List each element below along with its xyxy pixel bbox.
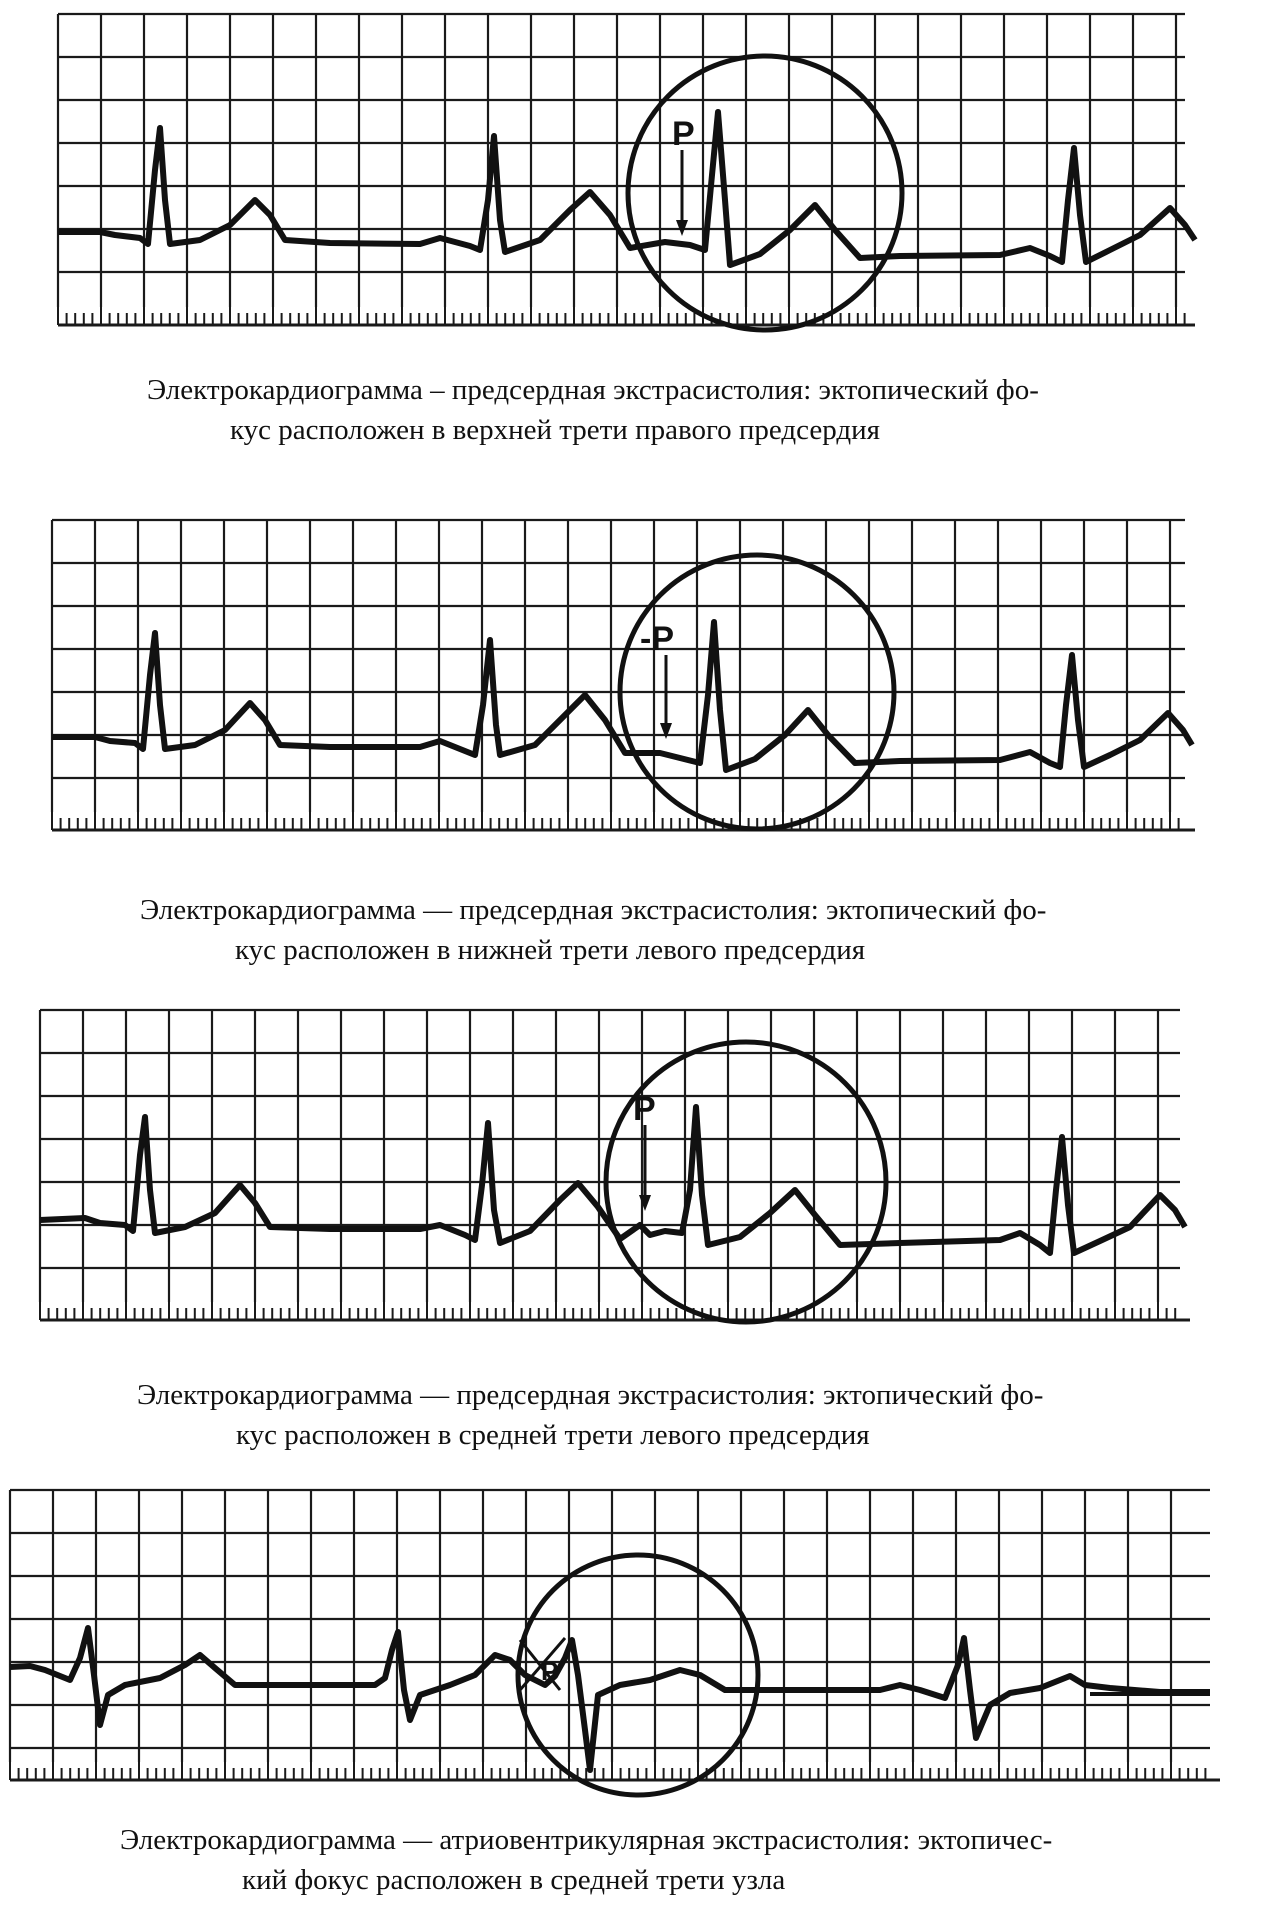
arrow-head [639,1195,651,1211]
ecg-grid [40,1010,1190,1320]
ecg-chart-1 [0,0,1273,350]
p-wave-label: -P [640,620,674,658]
ecg-chart-3 [0,995,1273,1345]
p-wave-label: P [541,1656,559,1686]
ecg-panel-4 [0,1480,1273,1923]
caption-line-2: кус расположен в верхней трети правого предсердия [230,414,880,446]
ecg-chart-4 [0,1480,1273,1800]
caption-line-1: Электрокардиограмма — предсердная экстрасистолия: эктопический фо- [140,894,1047,926]
ecg-grid [58,14,1195,325]
highlight-circle [628,56,902,330]
arrow-head [660,723,672,739]
p-wave-label: P [672,115,695,153]
caption-line-2: кус расположен в нижней трети левого предсердия [235,934,866,966]
ecg-panel-2 [0,505,1273,975]
caption-line-2: кус расположен в средней трети левого предсердия [236,1419,870,1451]
caption-line-2: кий фокус расположен в средней трети узла [242,1864,786,1896]
p-wave-label: P [633,1090,656,1128]
ecg-panel-3 [0,995,1273,1465]
caption-line-1: Электрокардиограмма – предсердная экстрасистолия: эктопический фо- [147,374,1039,406]
ecg-panel-1 [0,0,1273,470]
ecg-grid [10,1490,1220,1780]
ecg-chart-2 [0,505,1273,855]
caption-line-1: Электрокардиограмма — атриовентрикулярная экстрасистолия: эктопичес- [120,1824,1053,1856]
caption-line-1: Электрокардиограмма — предсердная экстрасистолия: эктопический фо- [137,1379,1044,1411]
